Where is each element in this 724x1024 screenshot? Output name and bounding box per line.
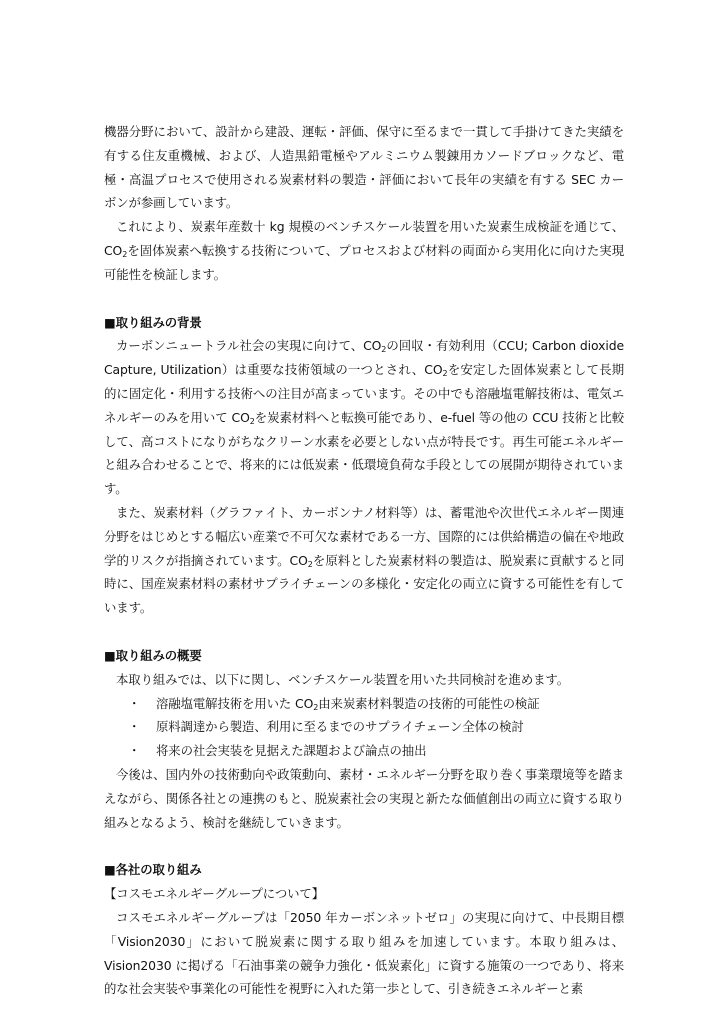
overview-bullet-list: [104, 692, 624, 763]
list-item: [104, 739, 624, 763]
companies-heading: ■各社の取り組み: [104, 862, 202, 878]
cosmo-subheading: 【コスモエネルギーグループについて】: [104, 886, 324, 902]
section-spacer: [104, 620, 624, 644]
list-item: [104, 715, 624, 739]
intro-p2-post: を固体炭素へ転換する技術について、プロセスおよび材料の両面から実用化に向けた実現可能性を検証します。: [104, 242, 624, 282]
background-p2-part-b: を原料とした炭素材料の製造は、脱炭素に貢献すると同時に、国産炭素材料の素材サプライチェーンの多様化・安定化の両立に資する可能性を有しています。: [104, 552, 625, 616]
item-3-text: 将来の社会実装を見据えた課題および論点の抽出: [156, 743, 427, 759]
background-p1-part-b: の回収・有効利用（CCU; Carbon dioxide Capture, Utilization）は重要な技術領域の一つとされ、CO: [104, 338, 624, 378]
overview-closing: 今後は、国内外の技術動向や政策動向、素材・エネルギー分野を取り巻く事業環境等を踏まえながら、関係各社との連携のもと、脱炭素社会の実現と新たな価値創出の両立に資する取り組みとなるよう、検討を継続していきます。: [104, 766, 624, 830]
background-p2-part-a: また、炭素材料（グラファイト、カーボンナノ材料等）は、蓄電池や次世代エネルギー関連分野をはじめとする幅広い産業で不可欠な素材である一方、国際的には供給構造の偏在や地政学的リスクが指摘されています。CO: [104, 504, 624, 568]
item-1-part-b: 由来炭素材料製造の技術的可能性の検証: [318, 695, 540, 711]
background-heading: ■取り組みの背景: [104, 314, 202, 330]
intro-p2-pre: これにより、炭素年産数十 kg 規模のベンチスケール装置を用いた炭素生成検証を通じて、CO: [104, 219, 624, 258]
co2-subscript: 2: [313, 702, 319, 712]
overview-heading: ■取り組みの概要: [104, 647, 202, 663]
co2-subscript: 2: [249, 416, 255, 426]
background-p1-part-c: を安定した固体炭素として長期的に固定化・利用する技術への注目が高まっています。その中でも溶融塩電解技術は、電気エネルギーのみを用いて CO: [104, 362, 625, 425]
intro-paragraph-1: 機器分野において、設計から建設、運転・評価、保守に至るまで一貫して手掛けてきた実績を有する住友重機械、および、人造黒鉛電極やアルミニウム製錬用カソードブロックなど、電極・高温プロセスで使用される炭素材料の製造・評価において長年の実績を有する SEC カーボンが参画しています。: [104, 124, 624, 211]
bullet-mark: ・: [128, 743, 141, 759]
bullet-mark: ・: [128, 695, 141, 711]
background-paragraph-1: [104, 334, 624, 501]
cosmo-paragraph: コスモエネルギーグループは「2050 年カーボンネットゼロ」の実現に向けて、中長期目標「Vision2030」において脱炭素に関する取り組みを加速しています。本取り組みは、Vision2030 に掲げる「石油事業の競争力強化・低炭素化」に資する施策の一つであり、将来的な社会実装や事業化の可能性を視野に入れた第一歩として、引き続きエネルギーと素: [104, 909, 624, 997]
intro-paragraph-2: [104, 215, 624, 286]
item-1-part-a: 溶融塩電解技術を用いた CO: [156, 695, 314, 711]
co2-subscript: 2: [381, 345, 387, 355]
item-2-text: 原料調達から製造、利用に至るまでのサプライチェーン全体の検討: [156, 719, 524, 735]
document-body: [104, 120, 624, 1001]
overview-lead: 本取り組みでは、以下に関し、ベンチスケール装置を用いた共同検討を進めます。: [116, 671, 570, 687]
background-p1-part-d: を炭素材料へと転換可能であり、e-fuel 等の他の CCU 技術と比較して、高コストになりがちなクリーン水素を必要としない点が特長です。再生可能エネルギーと組み合わせることで、将来的には低炭素・低環境負荷な手段としての展開が期待されています。: [104, 409, 624, 497]
bullet-mark: ・: [128, 719, 141, 735]
co2-subscript: 2: [307, 559, 313, 569]
list-item: [104, 692, 624, 716]
section-spacer: [104, 834, 624, 858]
section-spacer: [104, 287, 624, 311]
background-p1-part-a: カーボンニュートラル社会の実現に向けて、CO: [116, 338, 382, 354]
co2-subscript: 2: [442, 369, 448, 379]
background-paragraph-2: [104, 501, 624, 620]
co2-subscript: 2: [122, 249, 128, 259]
